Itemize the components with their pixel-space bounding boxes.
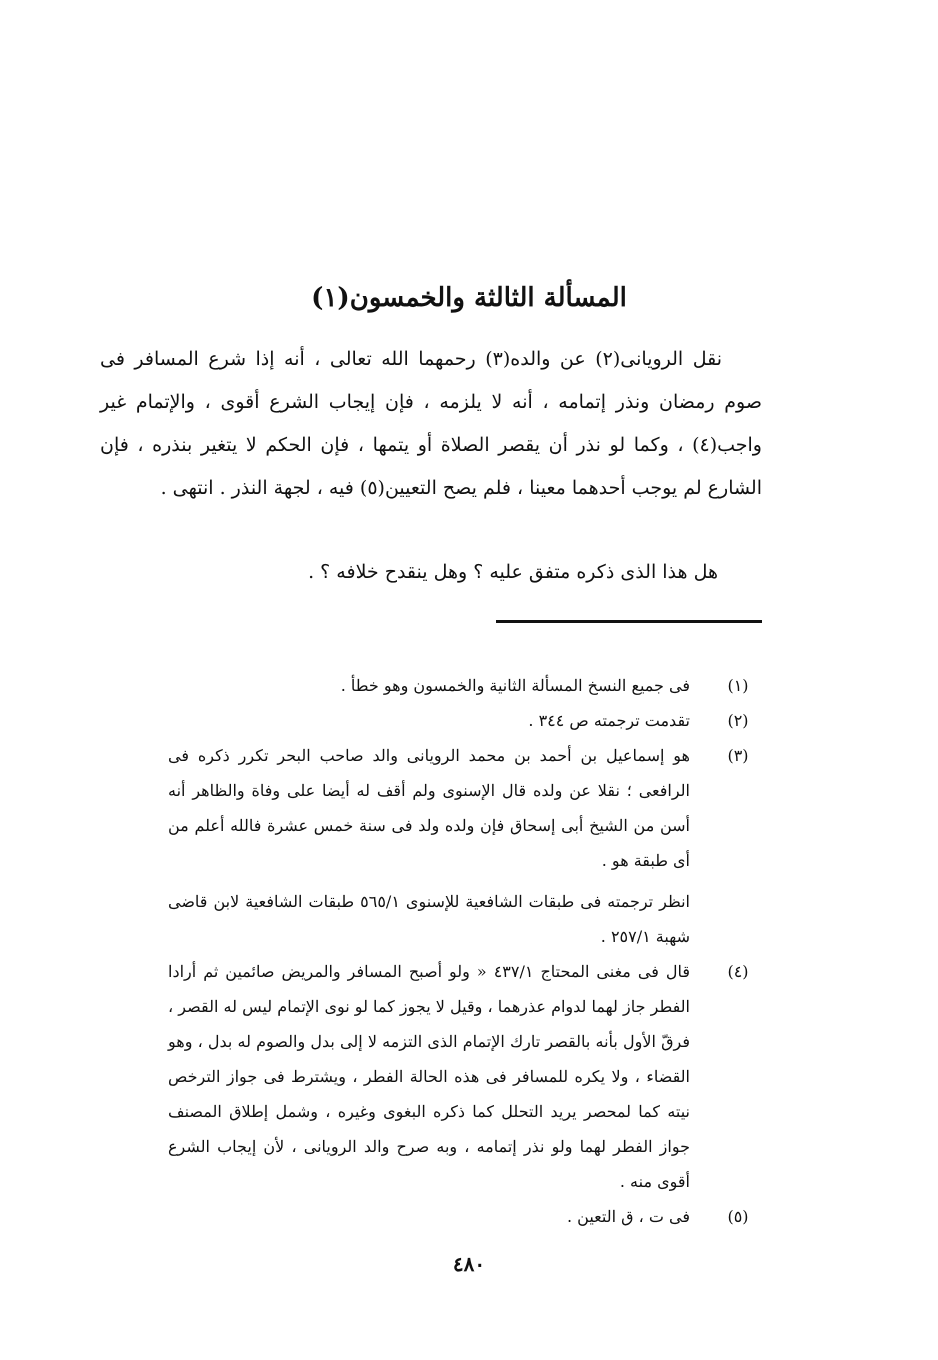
main-paragraph	[100, 338, 762, 510]
footnote-separator	[496, 620, 762, 623]
footnote-text: تقدمت ترجمته ص ٣٤٤ .	[528, 711, 690, 730]
main-paragraph-text: نقل الرويانى(٢) عن والده(٣) رحمهما الله تعالى ، أنه إذا شرع المسافر فى صوم رمضان ونذر إتمامه ، أنه لا يلزمه ، فإن إيجاب الشرع أقوى ، والإتمام غير واجب(٤) ، وكما لو نذر أن يقصر الصلاة أو يتمها ، فإن الحكم لا يتغير بنذره ، فإن الشارع لم يوجب أحدهما معينا ، فلم يصح التعيين(٥) فيه ، لجهة النذر . انتهى .	[100, 348, 762, 499]
footnote-text: فى ت ، ق التعين .	[566, 1207, 690, 1226]
footnote-4	[168, 954, 768, 1199]
footnote-3	[168, 738, 768, 954]
question-line: هل هذا الذى ذكره متفق عليه ؟ وهل ينقدح خلافه ؟ .	[308, 561, 718, 583]
page-title: المسألة الثالثة والخمسون(١)	[311, 283, 627, 313]
footnote-number: (١)	[727, 676, 749, 695]
page-number: ٤٨٠	[452, 1252, 486, 1276]
footnote-5	[168, 1199, 768, 1234]
footnote-text: هو إسماعيل بن أحمد بن محمد الرويانى والد صاحب البحر تكرر ذكره فى الرافعى ؛ نقلا عن ولده قال الإسنوى ولم أقف له أيضا على وفاة والظاهر أنه أسن من الشيخ أبى إسحاق فإن ولده ولد فى سنة خمس عشرة فالله أعلم من أى طبقة هو .	[168, 746, 691, 870]
footnote-text: قال فى مغنى المحتاج ٤٣٧/١ « ولو أصبح المسافر والمريض صائمين ثم أرادا الفطر جاز لهما لدوام عذرهما ، وقيل لا يجوز كما لو نوى الإتمام ليس له القصر ، فرقّ الأول بأنه بالقصر تارك الإتمام الذى التزمه لا إلى بدل والصوم له بدل ، وهو القضاء ، ولا يكره للمسافر فى هذه الحالة الفطر ، ويشترط فى جواز الترخص نيته كما لمحصر يريد التحلل كما ذكره البغوى وغيره ، وشمل إطلاق المصنف جواز الفطر لهما ولو نذر إتمامه ، وبه صرح والد الرويانى ، لأن إيجاب الشرع أقوى منه .	[168, 962, 690, 1191]
footnote-number: (٣)	[727, 746, 749, 765]
footnote-number: (٥)	[727, 1207, 749, 1226]
footnote-number: (٢)	[727, 711, 749, 730]
footnote-number: (٤)	[727, 962, 749, 981]
footnote-text: فى جميع النسخ المسألة الثانية والخمسون وهو خطأ .	[340, 676, 690, 695]
footnote-1	[168, 668, 768, 703]
footnote-reference-note: انظر ترجمته فى طبقات الشافعية للإسنوى ٥٦٥/١ طبقات الشافعية لابن قاضى شهبة ٢٥٧/١ .	[168, 892, 690, 946]
footnotes	[168, 668, 768, 1234]
footnote-2	[168, 703, 768, 738]
